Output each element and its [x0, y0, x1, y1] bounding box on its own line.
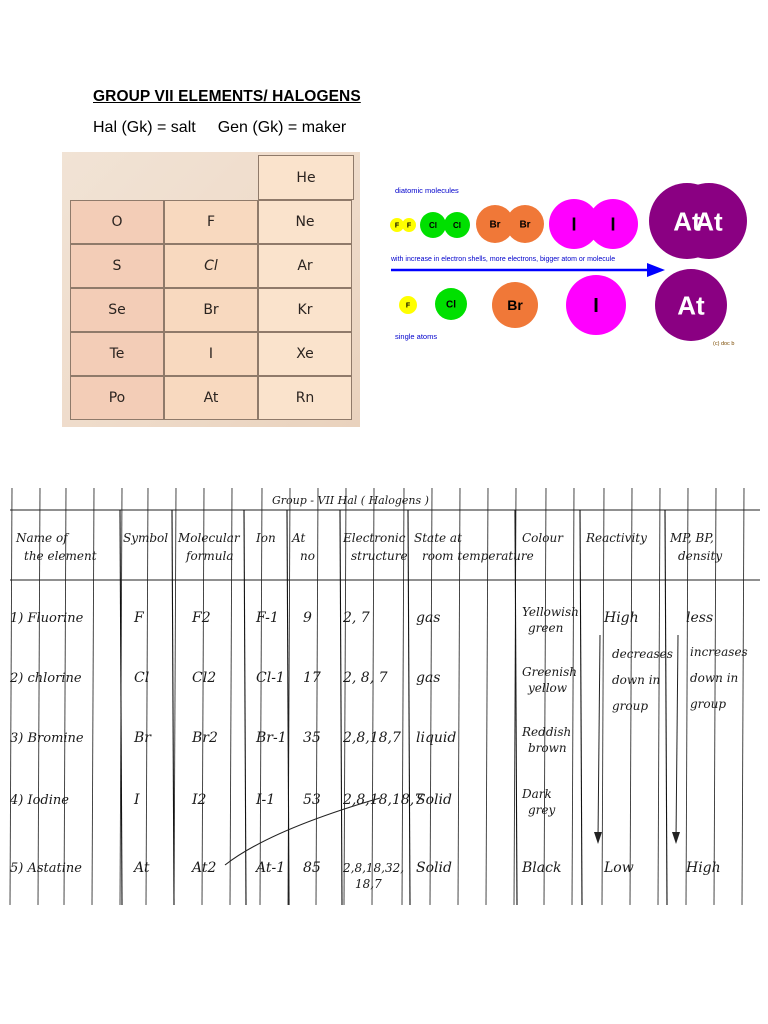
table-cell: Cl2 — [192, 670, 217, 686]
table-cell: At2 — [192, 860, 217, 876]
column-header: Name of the element — [16, 531, 97, 563]
column-header: State at room temperature — [414, 531, 534, 563]
ruled-line — [544, 488, 546, 905]
reactivity-arrowhead — [594, 832, 602, 844]
table-cell: 53 — [303, 792, 321, 808]
gen-etymology: Gen (Gk) = maker — [217, 119, 347, 136]
ruled-line — [174, 488, 176, 905]
element-cell-rn: Rn — [258, 376, 352, 420]
table-cell: Reddish brown — [522, 725, 572, 755]
table-cell: At — [134, 860, 150, 876]
table-cell: less — [686, 610, 714, 626]
diatomic-label: diatomic molecules — [395, 186, 459, 195]
table-cell: Dark grey — [522, 787, 556, 817]
element-cell-s: S — [70, 244, 164, 288]
element-cell-ar: Ar — [258, 244, 352, 288]
halogen-size-diagram — [385, 180, 755, 350]
column-divider — [665, 510, 667, 905]
table-cell: 35 — [303, 730, 321, 746]
table-cell: Br2 — [192, 730, 218, 746]
etymology-line — [93, 119, 346, 137]
table-cell: 2,8,18,7 — [343, 730, 401, 746]
f-molecule-label: F — [406, 222, 412, 230]
mp-trend-note: increases down in group — [690, 645, 748, 711]
table-cell: Solid — [416, 860, 452, 876]
ruled-line — [572, 488, 574, 905]
table-cell: 9 — [303, 610, 312, 626]
table-cell: At-1 — [256, 860, 286, 876]
reactivity-trend-note: decreases down in group — [612, 647, 673, 713]
i-molecule-label: I — [610, 214, 616, 235]
table-cell: High — [604, 610, 639, 626]
ruled-line — [602, 488, 604, 905]
ruled-line — [742, 488, 744, 905]
ruled-line — [146, 488, 148, 905]
mp-arrow — [676, 635, 678, 840]
element-cell-o: O — [70, 200, 164, 244]
element-cell-te: Te — [70, 332, 164, 376]
element-cell-po: Po — [70, 376, 164, 420]
table-cell: F-1 — [256, 610, 279, 626]
table-cell: Br-1 — [256, 730, 287, 746]
table-cell: 2,8,18,18,7 — [343, 792, 424, 808]
element-cell-f: F — [164, 200, 258, 244]
i-molecule-label: I — [571, 214, 577, 235]
table-cell: 17 — [303, 670, 321, 686]
at-single-label: At — [677, 290, 705, 321]
table-cell: 1) Fluorine — [10, 611, 84, 626]
table-cell: 3) Bromine — [10, 731, 84, 746]
table-cell: 2, 7 — [343, 610, 370, 626]
column-divider — [172, 510, 174, 905]
element-cell-cl: Cl — [164, 244, 258, 288]
ruled-line — [658, 488, 660, 905]
table-cell: 2) chlorine — [10, 671, 82, 686]
table-cell: High — [686, 860, 721, 876]
hal-etymology: Hal (Gk) = salt — [93, 119, 196, 136]
table-cell: gas — [416, 610, 441, 626]
column-header: Colour — [522, 531, 563, 545]
table-cell: 85 — [303, 860, 321, 876]
table-cell: Greenish yellow — [522, 665, 577, 695]
table-cell: 5) Astatine — [10, 861, 82, 876]
cl-single-label: Cl — [446, 299, 456, 311]
table-cell: gas — [416, 670, 441, 686]
table-cell: I — [134, 792, 140, 808]
column-header: Reactivity — [586, 531, 647, 545]
element-cell-xe: Xe — [258, 332, 352, 376]
column-header: At no — [292, 531, 315, 563]
cl-molecule-label: Cl — [429, 220, 437, 230]
column-header: Electronic structure — [343, 531, 408, 563]
notebook-table — [0, 480, 768, 910]
ruled-line — [10, 488, 12, 905]
br-single-label: Br — [507, 297, 523, 314]
element-cell-br: Br — [164, 288, 258, 332]
table-cell: Yellowish green — [522, 605, 579, 635]
cl-molecule-label: Cl — [453, 220, 461, 230]
column-divider — [244, 510, 246, 905]
ruled-line — [630, 488, 632, 905]
table-cell: liquid — [416, 730, 457, 746]
i-single-label: I — [593, 295, 599, 318]
table-cell: Cl — [134, 670, 150, 686]
at-molecule-label: At — [673, 206, 701, 237]
br-molecule-label: Br — [489, 219, 501, 231]
table-cell: Black — [522, 860, 562, 876]
element-cell-i: I — [164, 332, 258, 376]
table-cell: 4) Iodine — [10, 793, 69, 808]
column-header: Molecular formula — [178, 531, 240, 563]
mp-arrowhead — [672, 832, 680, 844]
table-cell: Br — [134, 730, 151, 746]
ruled-line — [316, 488, 318, 905]
pen-stroke — [225, 798, 380, 865]
reactivity-arrow — [598, 635, 600, 840]
table-cell: Solid — [416, 792, 452, 808]
table-cell: I-1 — [256, 792, 276, 808]
element-cell-he: He — [258, 155, 354, 200]
single-atoms-label: single atoms — [395, 332, 438, 341]
table-cell: 2,8,18,32, 18,7 — [343, 861, 405, 891]
element-cell-kr: Kr — [258, 288, 352, 332]
table-cell: Cl-1 — [256, 670, 285, 686]
column-header: MP, BP, density — [670, 531, 723, 563]
column-divider — [408, 510, 410, 905]
at-molecule-label: At — [695, 206, 723, 237]
column-divider — [580, 510, 582, 905]
table-cell: F — [134, 610, 144, 626]
element-cell-at: At — [164, 376, 258, 420]
table-cell: Low — [604, 860, 634, 876]
copyright-label: (c) doc b — [713, 341, 735, 347]
table-cell: I2 — [192, 792, 207, 808]
element-cell-ne: Ne — [258, 200, 352, 244]
table-cell: F2 — [192, 610, 211, 626]
table-cell: 2, 8, 7 — [343, 670, 388, 686]
f-molecule-label: F — [394, 222, 400, 230]
trend-arrow-head — [647, 263, 665, 277]
column-header: Ion — [256, 531, 276, 545]
page-title: GROUP VII ELEMENTS/ HALOGENS — [93, 88, 361, 105]
ruled-line — [344, 488, 346, 905]
periodic-table-photo — [62, 152, 360, 427]
f-single-label: F — [405, 302, 411, 310]
column-header: Symbol — [123, 531, 169, 545]
trend-label: with increase in electron shells, more electrons, bigger atom or molecule — [391, 256, 616, 263]
br-molecule-label: Br — [519, 219, 531, 231]
column-divider — [340, 510, 342, 905]
element-cell-se: Se — [70, 288, 164, 332]
notebook-heading: Group - VII Hal ( Halogens ) — [272, 494, 429, 507]
